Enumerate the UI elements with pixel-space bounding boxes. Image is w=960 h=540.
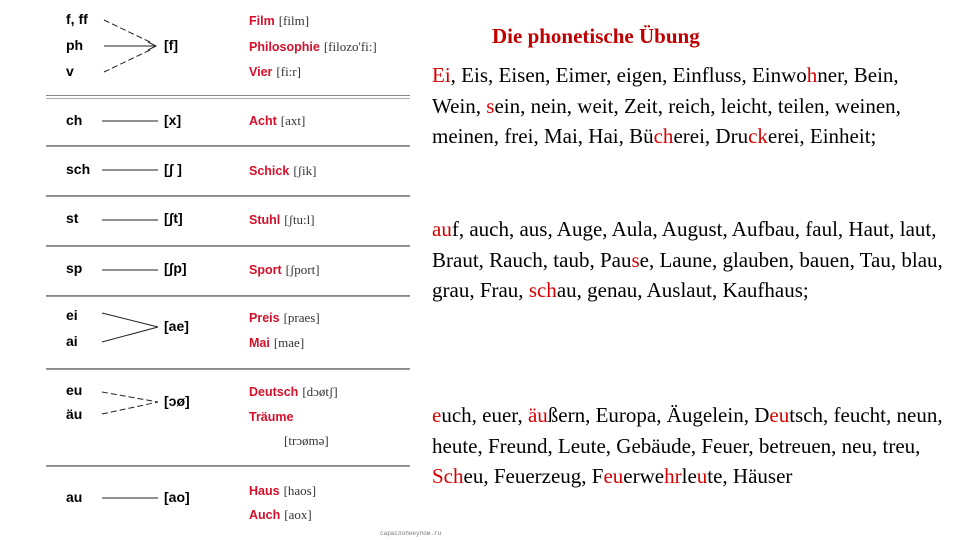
letter: ch	[66, 112, 83, 128]
phoneme: [x]	[164, 112, 182, 128]
example-transcription: [ʃport]	[285, 262, 320, 277]
example	[249, 162, 316, 180]
exercise-paragraph	[432, 214, 952, 306]
watermark: сараслопнеупом.ru	[380, 530, 442, 537]
divider	[46, 95, 410, 99]
example-transcription: [trɔømə]	[284, 433, 329, 448]
paragraph-text: eu, Feuerzeug, F	[463, 464, 604, 488]
divider	[46, 368, 410, 370]
example-word: Film	[249, 14, 275, 28]
highlighted-letters: äu	[527, 403, 548, 427]
example	[249, 112, 305, 130]
highlighted-letters: u	[696, 464, 708, 488]
example	[249, 261, 320, 279]
phoneme: [ʃ ]	[164, 161, 182, 177]
phoneme: [ʃt]	[164, 210, 183, 226]
example	[249, 408, 293, 426]
highlighted-letters: Ei	[432, 63, 451, 87]
example	[284, 432, 329, 450]
example	[249, 211, 315, 229]
example	[249, 506, 312, 524]
paragraph-text: erei, Einheit;	[767, 124, 877, 148]
example-transcription: [praes]	[283, 310, 320, 325]
divider	[46, 195, 410, 197]
phoneme: [ae]	[164, 318, 189, 334]
example-transcription: [mae]	[273, 335, 305, 350]
highlighted-letters: ch	[653, 124, 674, 148]
example	[249, 383, 338, 401]
highlighted-letters: s	[486, 93, 495, 118]
example-transcription: [filozo'fi:]	[323, 39, 377, 54]
phoneme: [ʃp]	[164, 260, 187, 276]
example-word: Vier	[249, 65, 273, 79]
letter: ph	[66, 37, 84, 53]
example-word: Acht	[249, 114, 277, 128]
highlighted-letters: eu	[603, 464, 624, 488]
example-transcription: [haos]	[283, 483, 317, 498]
letter: ai	[66, 333, 78, 349]
letter: eu	[66, 382, 83, 398]
example	[249, 12, 309, 30]
paragraph-text: au, genau, Auslaut, Kaufhaus;	[556, 278, 809, 302]
highlighted-letters: s	[631, 247, 640, 272]
highlighted-letters: ck	[748, 124, 768, 148]
letter: sch	[66, 161, 91, 177]
divider	[46, 465, 410, 467]
highlighted-letters: hr	[664, 464, 682, 488]
divider	[46, 295, 410, 297]
example-transcription: [film]	[278, 13, 310, 28]
letter: ei	[66, 307, 78, 323]
example-word: Mai	[249, 336, 270, 350]
example-word: Auch	[249, 508, 281, 522]
example-word: Deutsch	[249, 385, 299, 399]
arrowhead-f	[148, 42, 156, 50]
arrow-ai	[102, 327, 158, 342]
highlighted-letters: sch	[528, 278, 557, 302]
paragraph-text: tsch, feucht, neun, heute, Freund, Leute, Gebäude, Feuer, betreuen, neu, treu,	[432, 403, 943, 458]
letter: sp	[66, 260, 83, 276]
example-word: Schick	[249, 164, 290, 178]
example	[249, 482, 316, 500]
phoneme: [ao]	[164, 489, 190, 505]
example	[249, 63, 301, 81]
letter: au	[66, 489, 83, 505]
exercise-paragraph	[432, 60, 952, 152]
paragraph-text: erwe	[623, 464, 665, 488]
example-word: Philosophie	[249, 40, 320, 54]
example-word: Haus	[249, 484, 280, 498]
letter: äu	[66, 406, 83, 422]
example-transcription: [axt]	[280, 113, 306, 128]
example-word: Preis	[249, 311, 280, 325]
letter: st	[66, 210, 79, 226]
paragraph-text: erei, Dru	[673, 124, 749, 148]
example	[249, 38, 377, 56]
letter: f, ff	[66, 11, 88, 27]
exercise-panel	[432, 0, 952, 540]
highlighted-letters: au	[432, 217, 452, 241]
paragraph-text: te, Häuser	[707, 464, 793, 488]
paragraph-text: e, Laune, glauben, bauen, Tau, blau, grau, Frau,	[432, 247, 943, 302]
paragraph-text: uch, euer,	[441, 403, 528, 427]
divider	[46, 245, 410, 247]
highlighted-letters: eu	[769, 403, 790, 427]
paragraph-text: , Eis, Eisen, Eimer, eigen, Einfluss, Einwo	[450, 63, 807, 87]
example-transcription: [ʃik]	[293, 163, 317, 178]
highlighted-letters: Sch	[432, 464, 464, 488]
paragraph-text: f, auch, aus, Auge, Aula, August, Aufbau, faul, Haut, laut, Braut, Rauch, taub, Pau	[432, 217, 937, 272]
paragraph-text: ein, nein, weit, Zeit, reich, leicht, teilen, weinen, meinen, frei, Mai, Hai, Bü	[432, 93, 901, 148]
paragraph-text: ner, Bein, Wein,	[432, 63, 899, 118]
arrow-v	[104, 50, 150, 72]
example-word: Träume	[249, 410, 294, 424]
example	[249, 334, 304, 352]
phoneme: [ɔø]	[164, 393, 190, 409]
example-word: Sport	[249, 263, 282, 277]
example-transcription: [fi:r]	[276, 64, 301, 79]
exercise-paragraph	[432, 400, 952, 492]
arrow-f-ff	[104, 20, 150, 42]
example	[249, 309, 320, 327]
paragraph-text: ßern, Europa, Äugelein, D	[547, 403, 770, 427]
example-word: Stuhl	[249, 213, 281, 227]
arrow-eu	[102, 392, 158, 402]
highlighted-letters: e	[432, 403, 442, 427]
divider	[46, 145, 410, 147]
arrow-ei	[102, 313, 158, 327]
example-transcription: [aox]	[284, 507, 312, 522]
phoneme: [f]	[164, 37, 178, 53]
letter: v	[66, 63, 74, 79]
page-title: Die phonetische Übung	[492, 24, 700, 48]
example-transcription: [ʃtu:l]	[284, 212, 315, 227]
arrow-aeu	[102, 402, 158, 414]
example-transcription: [dɔøtʃ]	[302, 384, 338, 399]
paragraph-text: le	[681, 464, 697, 488]
phonetics-table	[0, 0, 420, 540]
highlighted-letters: h	[806, 63, 818, 87]
arrows-diagram	[0, 0, 420, 540]
